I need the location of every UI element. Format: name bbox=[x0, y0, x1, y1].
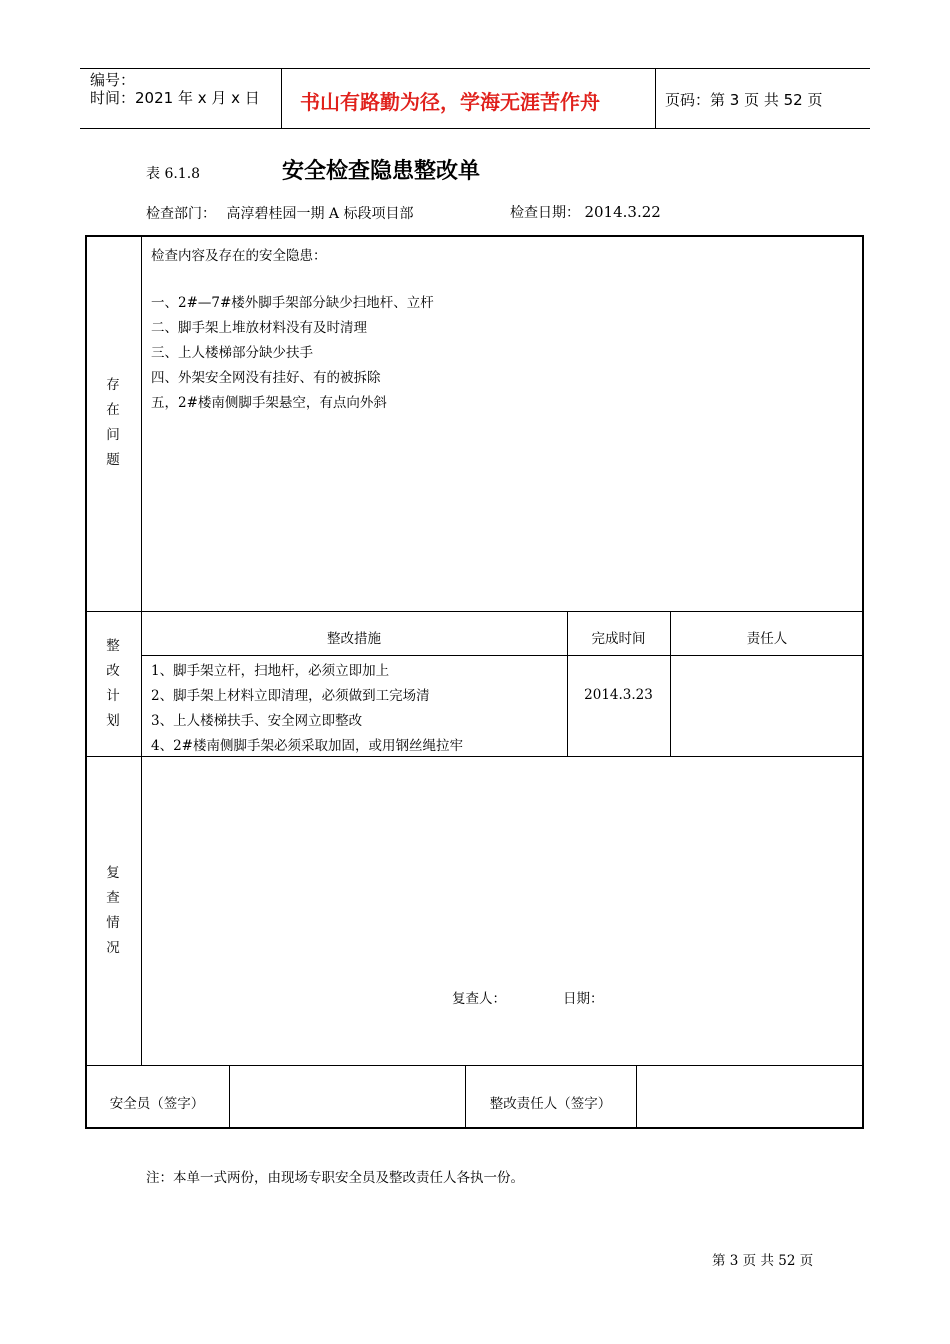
row-divider bbox=[85, 756, 864, 757]
footer-page-number: 第 3 页 共 52 页 bbox=[712, 1253, 814, 1269]
document-time: 时间：2021 年 x 月 x 日 bbox=[90, 89, 260, 107]
measure-item: 1、脚手架立杆，扫地杆，必须立即加上 bbox=[151, 663, 390, 679]
inspection-department-value: 高淳碧桂园一期 A 标段项目部 bbox=[226, 206, 414, 222]
inspection-department-label: 检查部门： bbox=[146, 206, 216, 222]
page-title: 安全检查隐患整改单 bbox=[282, 159, 481, 184]
row-divider bbox=[85, 611, 864, 612]
finish-time-column-header: 完成时间 bbox=[591, 631, 646, 647]
problems-side-label: 存 在 问 题 bbox=[106, 377, 120, 468]
problem-item: 五，2#楼南侧脚手架悬空，有点向外斜 bbox=[151, 395, 387, 411]
finish-time-value: 2014.3.23 bbox=[584, 687, 653, 703]
problem-item: 三、上人楼梯部分缺少扶手 bbox=[151, 345, 313, 361]
problem-item: 四、外架安全网没有挂好、有的被拆除 bbox=[151, 370, 381, 386]
measures-column-header: 整改措施 bbox=[327, 631, 381, 647]
header-top-rule bbox=[80, 68, 870, 69]
header-page-info: 页码：第 3 页 共 52 页 bbox=[665, 91, 823, 109]
responsible-signature-field[interactable] bbox=[637, 1066, 863, 1128]
document-number-label: 编号： bbox=[90, 71, 136, 89]
inspection-date-value: 2014.3.22 bbox=[584, 203, 661, 221]
plan-side-label: 整 改 计 划 bbox=[106, 638, 120, 729]
reviewer-label: 复查人： bbox=[452, 991, 506, 1007]
inspection-date-label: 检查日期： bbox=[510, 205, 580, 221]
problem-item: 二、脚手架上堆放材料没有及时清理 bbox=[151, 320, 367, 336]
measure-item: 3、上人楼梯扶手、安全网立即整改 bbox=[151, 713, 363, 729]
problem-item: 一、2#—7#楼外脚手架部分缺少扫地杆、立杆 bbox=[151, 295, 434, 311]
measure-item: 4、2#楼南侧脚手架必须采取加固，或用钢丝绳拉牢 bbox=[151, 738, 463, 754]
inspection-department bbox=[146, 203, 413, 223]
review-date-label: 日期： bbox=[563, 991, 604, 1007]
row-divider bbox=[141, 655, 864, 656]
header-divider bbox=[281, 68, 282, 129]
measure-item: 2、脚手架上材料立即清理，必须做到工完场清 bbox=[151, 688, 430, 704]
table-number: 表 6.1.8 bbox=[146, 166, 201, 182]
responsible-signature-label: 整改责任人（签字） bbox=[489, 1096, 612, 1112]
column-divider bbox=[141, 235, 142, 1065]
problems-heading: 检查内容及存在的安全隐患： bbox=[151, 248, 327, 264]
header-divider bbox=[655, 68, 656, 129]
header-bottom-rule bbox=[80, 128, 870, 129]
safety-officer-signature-label: 安全员（签字） bbox=[109, 1096, 205, 1112]
header-motto: 书山有路勤为径，学海无涯苦作舟 bbox=[300, 90, 600, 114]
footnote: 注：本单一式两份，由现场专职安全员及整改责任人各执一份。 bbox=[146, 1170, 524, 1186]
safety-officer-signature-field[interactable] bbox=[230, 1066, 464, 1128]
inspection-date bbox=[510, 202, 661, 222]
responsible-column-header: 责任人 bbox=[746, 631, 788, 647]
review-side-label: 复 查 情 况 bbox=[106, 865, 120, 956]
